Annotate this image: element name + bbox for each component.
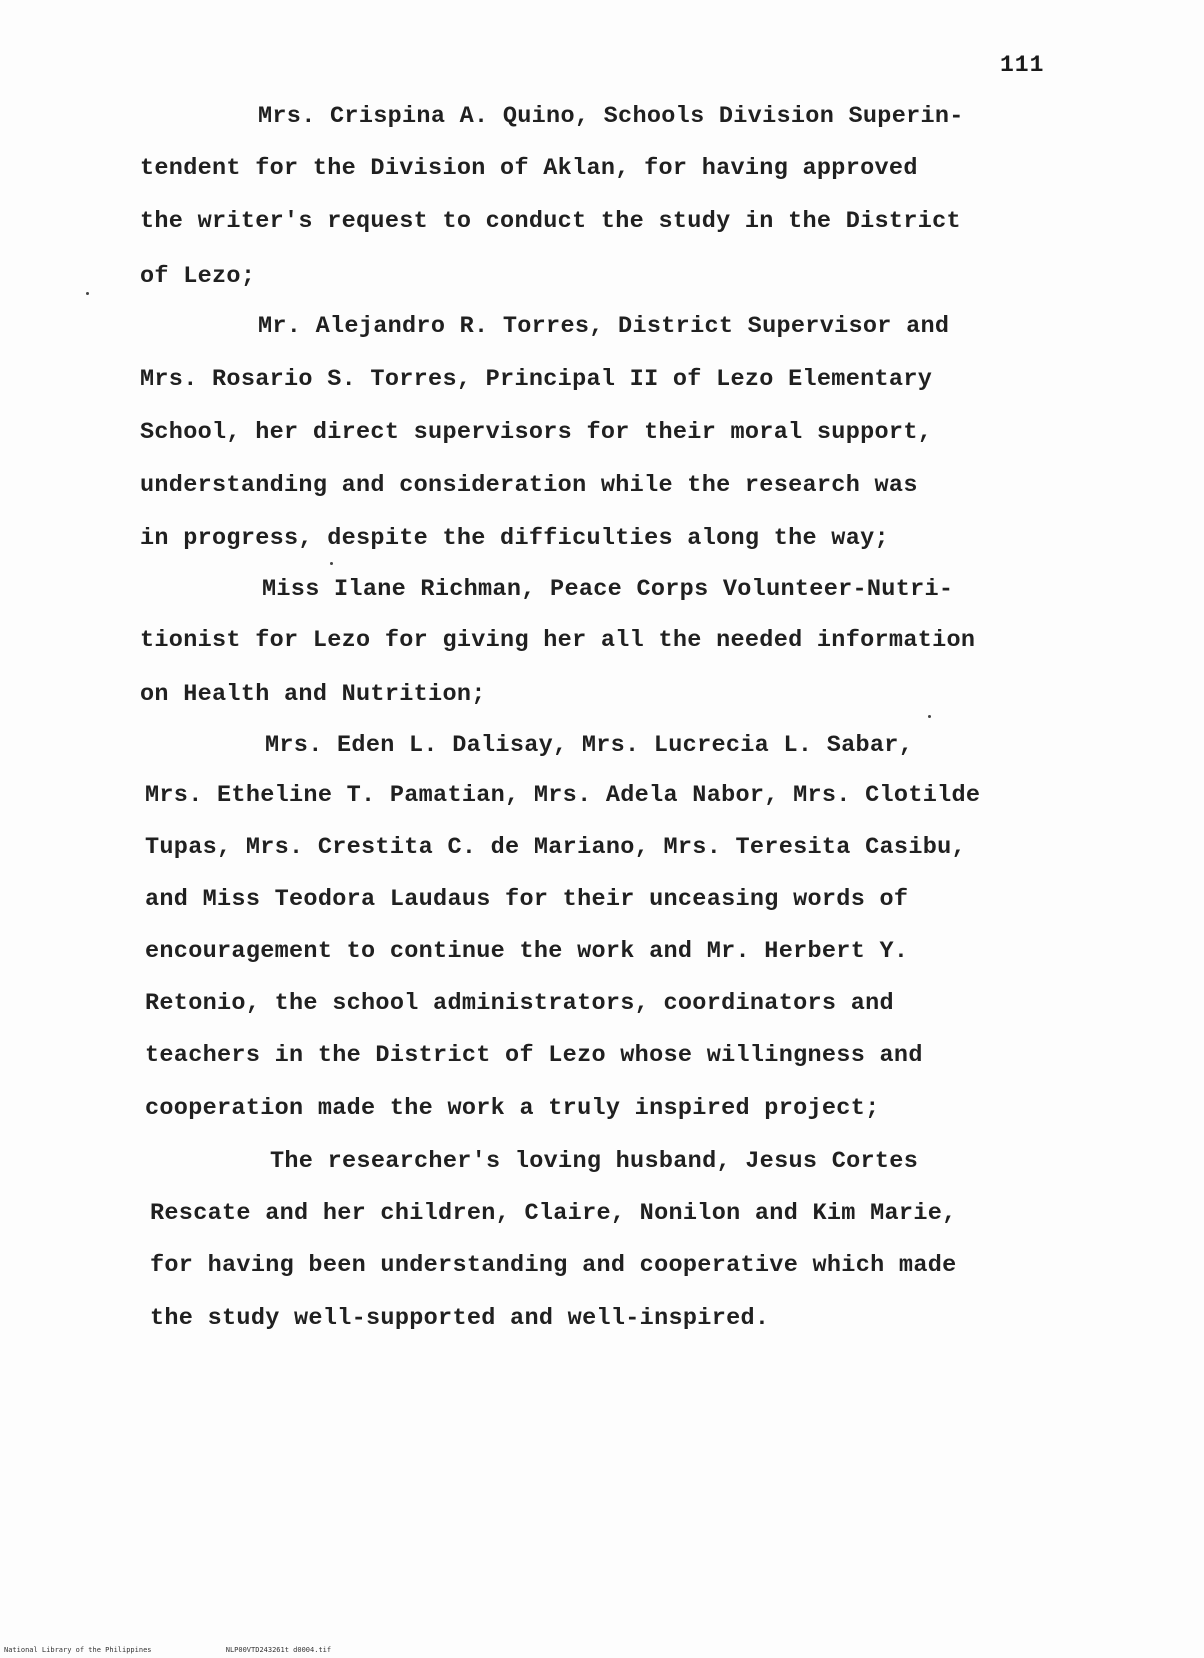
footer-file-id: NLP00VTD243261t d0004.tif [225,1646,332,1654]
text-line: the writer's request to conduct the study in the District [140,208,961,235]
text-line: Mr. Alejandro R. Torres, District Supervisor and [258,313,950,340]
text-line: in progress, despite the difficulties along the way; [140,525,889,552]
page-number: 111 [1000,52,1045,78]
text-line: the study well-supported and well-inspired. [150,1305,770,1332]
text-line: for having been understanding and cooperative which made [150,1252,957,1279]
text-line: teachers in the District of Lezo whose willingness and [145,1042,923,1069]
text-line: of Lezo; [140,263,256,290]
scan-footer [4,1646,401,1654]
text-line: Mrs. Eden L. Dalisay, Mrs. Lucrecia L. Sabar, [265,732,914,759]
text-line: Mrs. Rosario S. Torres, Principal II of Lezo Elementary [140,366,933,393]
text-line: Tupas, Mrs. Crestita C. de Mariano, Mrs. Teresita Casibu, [145,834,966,861]
text-line: understanding and consideration while the research was [140,472,918,499]
scan-speck [928,715,931,718]
scan-speck [86,292,89,295]
text-line: Mrs. Crispina A. Quino, Schools Division Superin- [258,103,964,130]
scan-speck [330,562,333,565]
text-line: Rescate and her children, Claire, Nonilon and Kim Marie, [150,1200,957,1227]
text-line: tendent for the Division of Aklan, for having approved [140,155,918,182]
text-line: tionist for Lezo for giving her all the needed information [140,627,976,654]
text-line: School, her direct supervisors for their moral support, [140,419,933,446]
text-line: cooperation made the work a truly inspired project; [145,1095,880,1122]
text-line: Miss Ilane Richman, Peace Corps Volunteer-Nutri- [262,576,954,603]
footer-library: National Library of the Philippines [4,1646,152,1654]
text-line: on Health and Nutrition; [140,681,486,708]
text-line: encouragement to continue the work and Mr. Herbert Y. [145,938,909,965]
text-line: The researcher's loving husband, Jesus Cortes [270,1148,919,1175]
text-line: Mrs. Etheline T. Pamatian, Mrs. Adela Nabor, Mrs. Clotilde [145,782,981,809]
text-line: Retonio, the school administrators, coordinators and [145,990,894,1017]
text-line: and Miss Teodora Laudaus for their unceasing words of [145,886,909,913]
